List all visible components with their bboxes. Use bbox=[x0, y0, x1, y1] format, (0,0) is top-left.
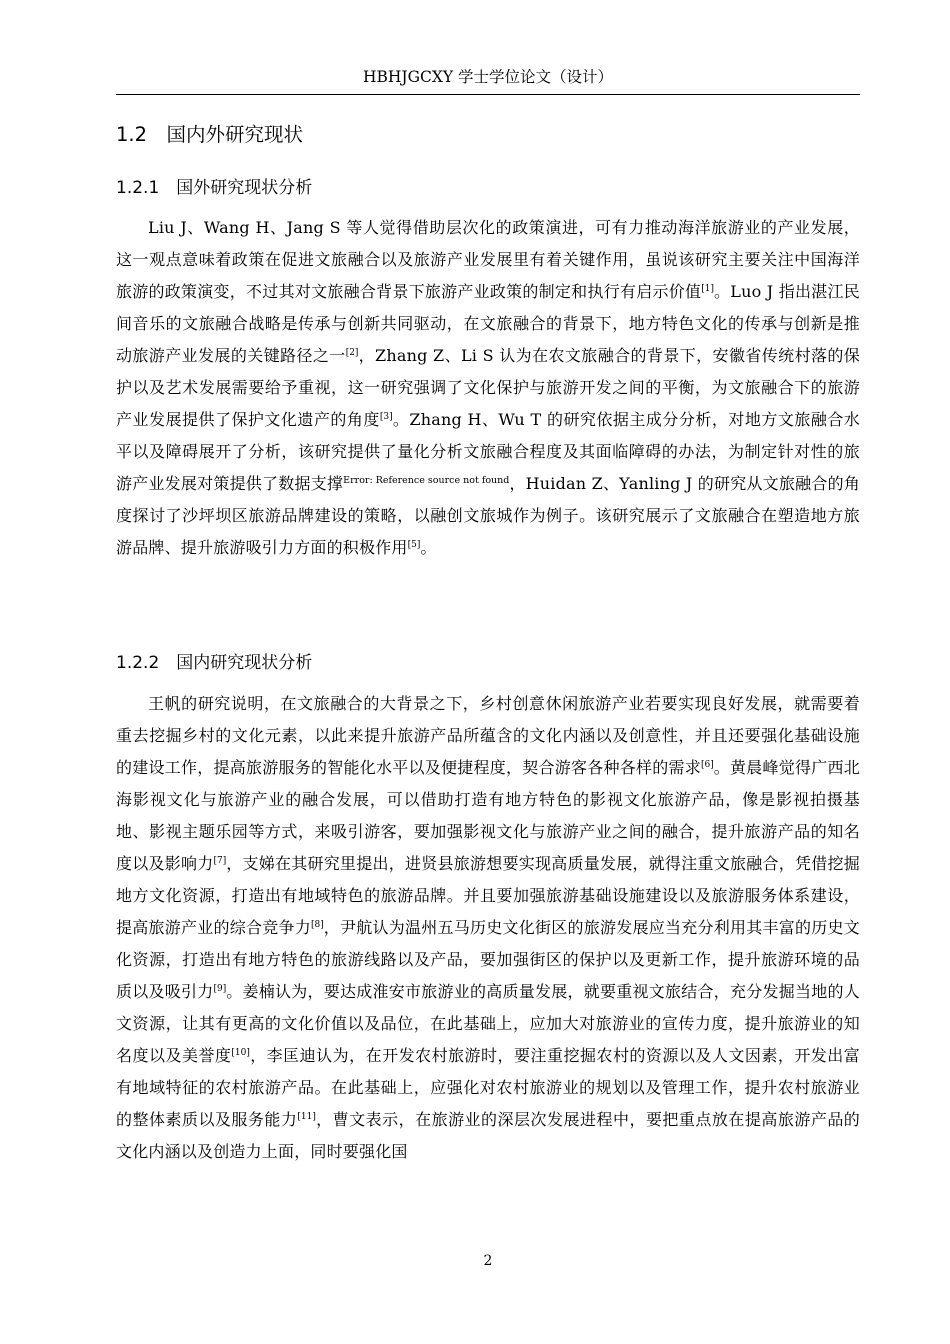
text-run: 。Zhang H、Wu T 的研究依据主成分分析，对地方文旅融合水平以及障碍展开了分析，该研究提供了量化分析文旅融合程度及其面临障碍的办法，为制定针对性的旅游产业发展对策提供了数据支撑 bbox=[116, 410, 861, 493]
citation-ref: [7] bbox=[213, 856, 227, 866]
citation-ref: [5] bbox=[407, 540, 421, 550]
section-heading: 1.2 国内外研究现状 bbox=[116, 123, 304, 146]
text-run: ，Huidan Z、Yanling J 的研究从文旅融合的角度探讨了沙坪坝区旅游品牌建设的策略，以融创文旅城作为例子。该研究展示了文旅融合在塑造地方旅游品牌、提升旅游吸引力方面的积极作用 bbox=[116, 474, 860, 557]
citation-ref: [8] bbox=[311, 920, 324, 930]
page-header: HBHJGCXY 学士学位论文（设计） bbox=[362, 68, 614, 86]
text-run: Liu J、Wang H、Jang S 等人觉得借助层次化的政策演进，可有力推动海洋旅游业的产业发展，这一观点意味着政策在促进文旅融合以及旅游产业发展里有着关键作用，虽说该研究主要关注中国海洋旅游的政策演变，不过其对文旅融合背景下旅游产业政策的制定和执行有启示价值 bbox=[116, 218, 860, 301]
text-run: ，支娣在其研究里提出，进贤县旅游想要实现高质量发展，就得注重文旅融合，凭借挖掘地方文化资源，打造出有地域特色的旅游品牌。并且要加强旅游基础设施建设以及旅游服务体系建设，提高旅游产业的综合竞争力 bbox=[116, 854, 860, 937]
citation-ref: [10] bbox=[231, 1048, 250, 1058]
text-run: ，李匡迪认为，在开发农村旅游时，要注重挖掘农村的资源以及人文因素，开发出富有地域特征的农村旅游产品。在此基础上，应强化对农村旅游业的规划以及管理工作，提升农村旅游业的整体素质以及服务能力 bbox=[116, 1046, 860, 1129]
citation-ref: [11] bbox=[297, 1112, 316, 1122]
citation-ref: [6] bbox=[701, 760, 714, 770]
subsection-heading-domestic: 1.2.2 国内研究现状分析 bbox=[116, 653, 313, 673]
citation-ref: [1] bbox=[701, 284, 714, 294]
page-number: 2 bbox=[483, 1253, 493, 1269]
text-run: 。黄晨峰觉得广西北海影视文化与旅游产业的融合发展，可以借助打造有地方特色的影视文化旅游产品，像是影视拍摄基地、影视主题乐园等方式，来吸引游客，要加强影视文化与旅游产业之间的融合，提升旅游产品的知名度以及影响力 bbox=[116, 758, 860, 873]
text-run: 。姜楠认为，要达成淮安市旅游业的高质量发展，就要重视文旅结合，充分发掘当地的人文资源，让其有更高的文化价值以及品位，在此基础上，应加大对旅游业的宣传力度，提升旅游业的知名度以及美誉度 bbox=[116, 982, 860, 1065]
paragraph-foreign-research bbox=[116, 212, 860, 564]
text-run: 。 bbox=[420, 538, 437, 557]
text-run: 。Luo J 指出湛江民间音乐的文旅融合战略是传承与创新共同驱动，在文旅融合的背景下，地方特色文化的传承与创新是推动旅游产业发展的关键路径之一 bbox=[116, 282, 860, 365]
text-run: ，Zhang Z、Li S 认为在农文旅融合的背景下，安徽省传统村落的保护以及艺术发展需要给予重视，这一研究强调了文化保护与旅游开发之间的平衡，为文旅融合下的旅游产业发展提供了保护文化遗产的角度 bbox=[116, 346, 860, 429]
citation-ref: [3] bbox=[379, 412, 393, 422]
subsection-heading-foreign: 1.2.1 国外研究现状分析 bbox=[116, 178, 313, 198]
citation-ref: [9] bbox=[213, 984, 227, 994]
paragraph-domestic-research bbox=[116, 688, 860, 1168]
citation-error: Error: Reference source not found bbox=[343, 475, 510, 486]
header-rule bbox=[116, 94, 860, 95]
text-run: ，尹航认为温州五马历史文化街区的旅游发展应当充分利用其丰富的历史文化资源，打造出有地方特色的旅游线路以及产品，要加强街区的保护以及更新工作，提升旅游环境的品质以及吸引力 bbox=[116, 918, 860, 1001]
text-run: ，曹文表示，在旅游业的深层次发展进程中，要把重点放在提高旅游产品的文化内涵以及创造力上面，同时要强化国 bbox=[116, 1110, 861, 1161]
citation-ref: [2] bbox=[345, 348, 359, 358]
text-run: 王帆的研究说明，在文旅融合的大背景之下，乡村创意休闲旅游产业若要实现良好发展，就需要着重去挖掘乡村的文化元素，以此来提升旅游产品所蕴含的文化内涵以及创意性，并且还要强化基础设施的建设工作，提高旅游服务的智能化水平以及便捷程度，契合游客各种各样的需求 bbox=[116, 694, 860, 777]
